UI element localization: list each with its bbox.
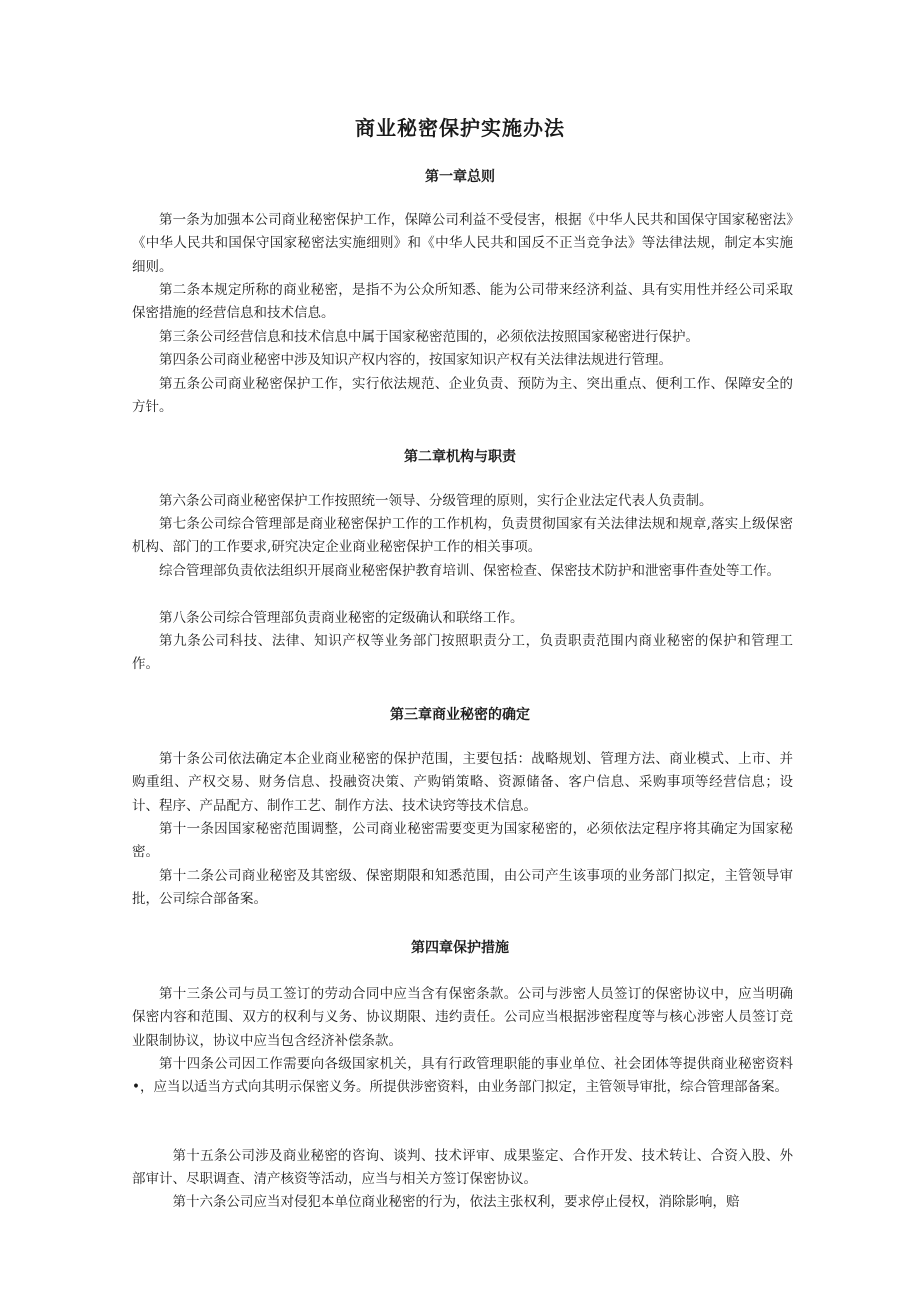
- paragraph: 第十二条公司商业秘密及其密级、保密期限和知悉范围，由公司产生该事项的业务部门拟定，主管领导审批，公司综合部备案。: [132, 868, 793, 908]
- paragraph: 第六条公司商业秘密保护工作按照统一领导、分级管理的原则，实行企业法定代表人负责制。: [159, 493, 713, 509]
- paragraph: 第四条公司商业秘密中涉及知识产权内容的，按国家知识产权有关法律法规进行管理。: [159, 352, 672, 368]
- paragraph: 第三条公司经营信息和技术信息中属于国家秘密范围的，必须依法按照国家秘密进行保护。: [159, 329, 699, 345]
- paragraph: 第十六条公司应当对侵犯本单位商业秘密的行为，依法主张权利，要求停止侵权，消除影响，赔: [172, 1194, 740, 1210]
- paragraph: 第十三条公司与员工签订的劳动合同中应当含有保密条款。公司与涉密人员签订的保密协议中，应当明确保密内容和范围、双方的权利与义务、协议期限、违约责任。公司应当根据涉密程度等与核心涉密人员签订竞业限制协议，协议中应当包含经济补偿条款。: [132, 986, 793, 1049]
- chapter-heading: 第三章商业秘密的确定: [390, 707, 530, 723]
- paragraph: 第五条公司商业秘密保护工作，实行依法规范、企业负责、预防为主、突出重点、便利工作、保障安全的方针。: [132, 376, 793, 416]
- paragraph: 综合管理部负责依法组织开展商业秘密保护教育培训、保密检查、保密技术防护和泄密事件查处等工作。: [159, 563, 780, 579]
- chapter-heading: 第一章总则: [425, 169, 495, 185]
- document-title: 商业秘密保护实施办法: [355, 116, 565, 140]
- paragraph: 第八条公司综合管理部负责商业秘密的定级确认和联络工作。: [159, 610, 524, 626]
- chapter-heading: 第二章机构与职责: [404, 449, 516, 465]
- paragraph: 第十五条公司涉及商业秘密的咨询、谈判、技术评审、成果鉴定、合作开发、技术转让、合资入股、外部审计、尽职调查、清产核资等活动，应当与相关方签订保密协议。: [132, 1148, 793, 1188]
- paragraph: 第十条公司依法确定本企业商业秘密的保护范围，主要包括：战略规划、管理方法、商业模式、上市、并购重组、产权交易、财务信息、投融资决策、产购销策略、资源储备、客户信息、采购事项等经营信息；设计、程序、产品配方、制作工艺、制作方法、技术诀窍等技术信息。: [132, 751, 793, 814]
- paragraph: 第七条公司综合管理部是商业秘密保护工作的工作机构，负责贯彻国家有关法律法规和规章,落实上级保密机构、部门的工作要求,研究决定企业商业秘密保护工作的相关事项。: [132, 516, 793, 556]
- paragraph: 第二条本规定所称的商业秘密，是指不为公众所知悉、能为公司带来经济利益、具有实用性并经公司采取保密措施的经营信息和技术信息。: [132, 282, 793, 322]
- paragraph: 第九条公司科技、法律、知识产权等业务部门按照职责分工，负责职责范围内商业秘密的保护和管理工作。: [132, 633, 793, 673]
- paragraph: 第一条为加强本公司商业秘密保护工作，保障公司利益不受侵害，根据《中华人民共和国保守国家秘密法》《中华人民共和国保守国家秘密法实施细则》和《中华人民共和国反不正当竞争法》等法律法规，制定本实施细则。: [132, 212, 793, 275]
- paragraph: 第十四条公司因工作需要向各级国家机关，具有行政管理职能的事业单位、社会团体等提供商业秘密资料•，应当以适当方式向其明示保密义务。所提供涉密资料，由业务部门拟定，主管领导审批，综合管理部备案。: [132, 1056, 793, 1096]
- chapter-heading: 第四章保护措施: [411, 940, 509, 956]
- paragraph: 第十一条因国家秘密范围调整，公司商业秘密需要变更为国家秘密的，必须依法定程序将其确定为国家秘密。: [132, 821, 793, 861]
